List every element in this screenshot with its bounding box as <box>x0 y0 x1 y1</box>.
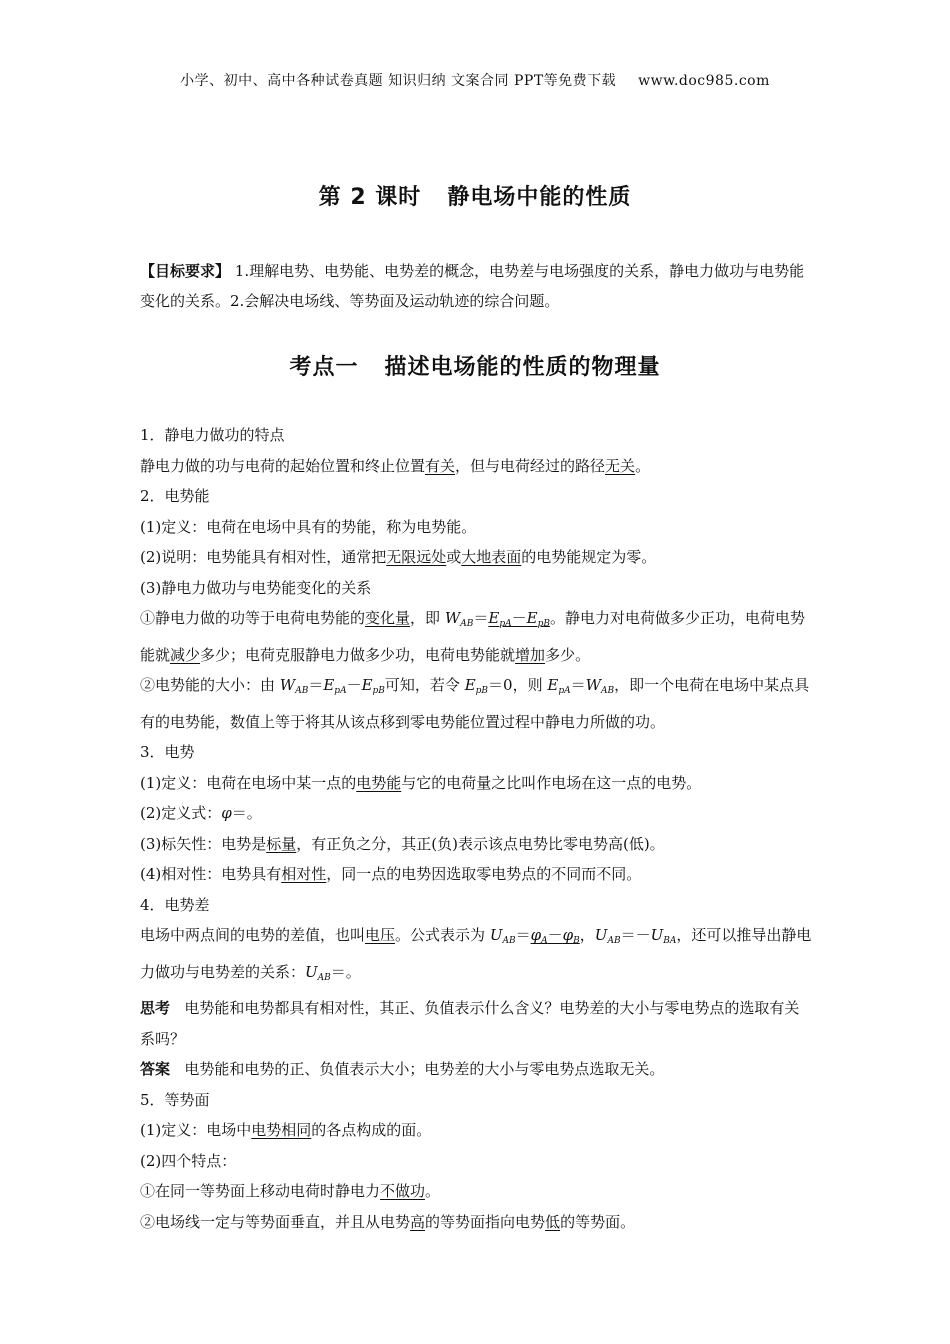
page-header <box>0 70 950 90</box>
goal-label: 【目标要求】 <box>140 262 231 280</box>
s1-text: 静电力做的功与电荷的起始位置和终止位置有关，但与电荷经过的路径无关。 <box>140 456 651 475</box>
s3-relativity: (4)相对性：电势具有相对性，同一点的电势因选取零电势点的不同而不同。 <box>140 865 642 883</box>
s4-heading: 4．电势差 <box>140 895 210 914</box>
formula: $E_{pB}=0$ <box>464 676 513 696</box>
s2-note: (2)说明：电势能具有相对性，通常把无限远处或大地表面的电势能规定为零。 <box>140 548 657 566</box>
answer: 答案 电势能和电势的正、负值表示大小；电势差的大小与零电势点选取无关。 <box>140 1060 665 1078</box>
s5-definition: (1)定义：电场中电势相同的各点构成的面。 <box>140 1121 432 1139</box>
s2-heading: 2．电势能 <box>140 487 210 505</box>
blank-answer: 不做功 <box>380 1182 426 1200</box>
blank-answer: 电势相同 <box>251 1121 312 1139</box>
blank-answer: 电势能 <box>356 773 402 792</box>
s2-relation-2: ②电势能的大小：由 $W_{AB}=E_{pA}-E_{pB}$可知，若令 $E_{pB}=0$，则 $E_{pA}=W_{AB}$，即一个电荷在电场中某点具有的电势能，数值上等于将其从该点移到零电势能位置过程中静电力所做的功。 <box>140 676 810 731</box>
blank-answer: 减少 <box>170 645 201 664</box>
blank-answer: 高 <box>410 1212 426 1231</box>
s5-feature-2: ②电场线一定与等势面垂直，并且从电势高的等势面指向电势低的等势面。 <box>140 1212 636 1231</box>
blank-answer: 相对性 <box>281 865 327 883</box>
formula: $U_{AB}=\varphi_A-\varphi_B$，$U_{AB}=-U_{BA}$ <box>489 926 677 946</box>
formula: $E_{pA}=W_{AB}$ <box>547 676 615 696</box>
blank-answer: 变化量 <box>365 609 411 627</box>
s1-heading: 1．静电力做功的特点 <box>140 426 285 444</box>
s5-features-heading: (2)四个特点： <box>140 1151 237 1170</box>
formula: $W_{AB}=E_{pA}-E_{pB}$ <box>444 609 550 629</box>
s5-feature-1: ①在同一等势面上移动电荷时静电力不做功。 <box>140 1182 441 1200</box>
header-text: 小学、初中、高中各种试卷真题 知识归纳 文案合同 PPT等免费下载 <box>180 73 617 89</box>
content <box>140 420 812 1237</box>
section-name: 描述电场能的性质的物理量 <box>384 355 661 380</box>
section-number: 考点一 <box>289 355 359 380</box>
think-question: 思考 电势能和电势都具有相对性，其正、负值表示什么含义？电势差的大小与零电势点的选取有关系吗？ <box>140 999 800 1048</box>
learning-goals <box>140 256 812 316</box>
blank-answer: 无限远处 <box>386 548 447 566</box>
s3-heading: 3．电势 <box>140 743 195 761</box>
blank-answer: 大地表面 <box>461 548 522 566</box>
header-url[interactable]: www.doc985.com <box>638 73 770 89</box>
blank-answer: 无关 <box>605 456 636 475</box>
blank-answer: 电压 <box>365 926 396 944</box>
lesson-name: 静电场中能的性质 <box>447 185 632 210</box>
goal-text: 1.理解电势、电势能、电势差的概念，电势差与电场强度的关系，静电力做功与电势能变化的关系。2.会解决电场线、等势面及运动轨迹的综合问题。 <box>140 262 805 310</box>
s3-definition: (1)定义：电荷在电场中某一点的电势能与它的电荷量之比叫作电场在这一点的电势。 <box>140 773 702 792</box>
think-label: 思考 <box>140 999 171 1017</box>
lesson-title <box>0 180 950 211</box>
formula: $U_{AB}$ <box>305 962 331 983</box>
lesson-number: 第 2 课时 <box>318 185 422 210</box>
s2-relation-1: ①静电力做的功等于电荷电势能的变化量，即 $W_{AB}=E_{pA}-E_{pB}$。静电力对电荷做多少正功，电荷电势能就减少多少；电荷克服静电力做多少功，电荷电势能就增加多少。 <box>140 609 805 664</box>
blank-answer: 增加 <box>515 645 546 664</box>
blank-answer: 标量 <box>266 834 297 853</box>
blank-answer: 有关 <box>425 456 456 475</box>
s4-text: 电场中两点间的电势的差值，也叫电压。公式表示为 $U_{AB}=\varphi_A-\varphi_B$，$U_{AB}=-U_{BA}$，还可以推导出静电力做功与电势差的关系：$U_{AB}=$。 <box>140 926 812 983</box>
answer-label: 答案 <box>140 1060 171 1078</box>
blank-answer: 低 <box>545 1212 561 1231</box>
s2-relation-heading: (3)静电力做功与电势能变化的关系 <box>140 578 372 597</box>
s3-scalar: (3)标矢性：电势是标量，有正负之分，其正(负)表示该点电势比零电势高(低)。 <box>140 834 665 853</box>
s5-heading: 5．等势面 <box>140 1090 210 1109</box>
s3-formula: (2)定义式：φ＝。 <box>140 804 262 822</box>
section-title <box>0 350 950 381</box>
s2-definition: (1)定义：电荷在电场中具有的势能，称为电势能。 <box>140 517 477 536</box>
formula: $W_{AB}=E_{pA}-E_{pB}$ <box>279 676 385 696</box>
